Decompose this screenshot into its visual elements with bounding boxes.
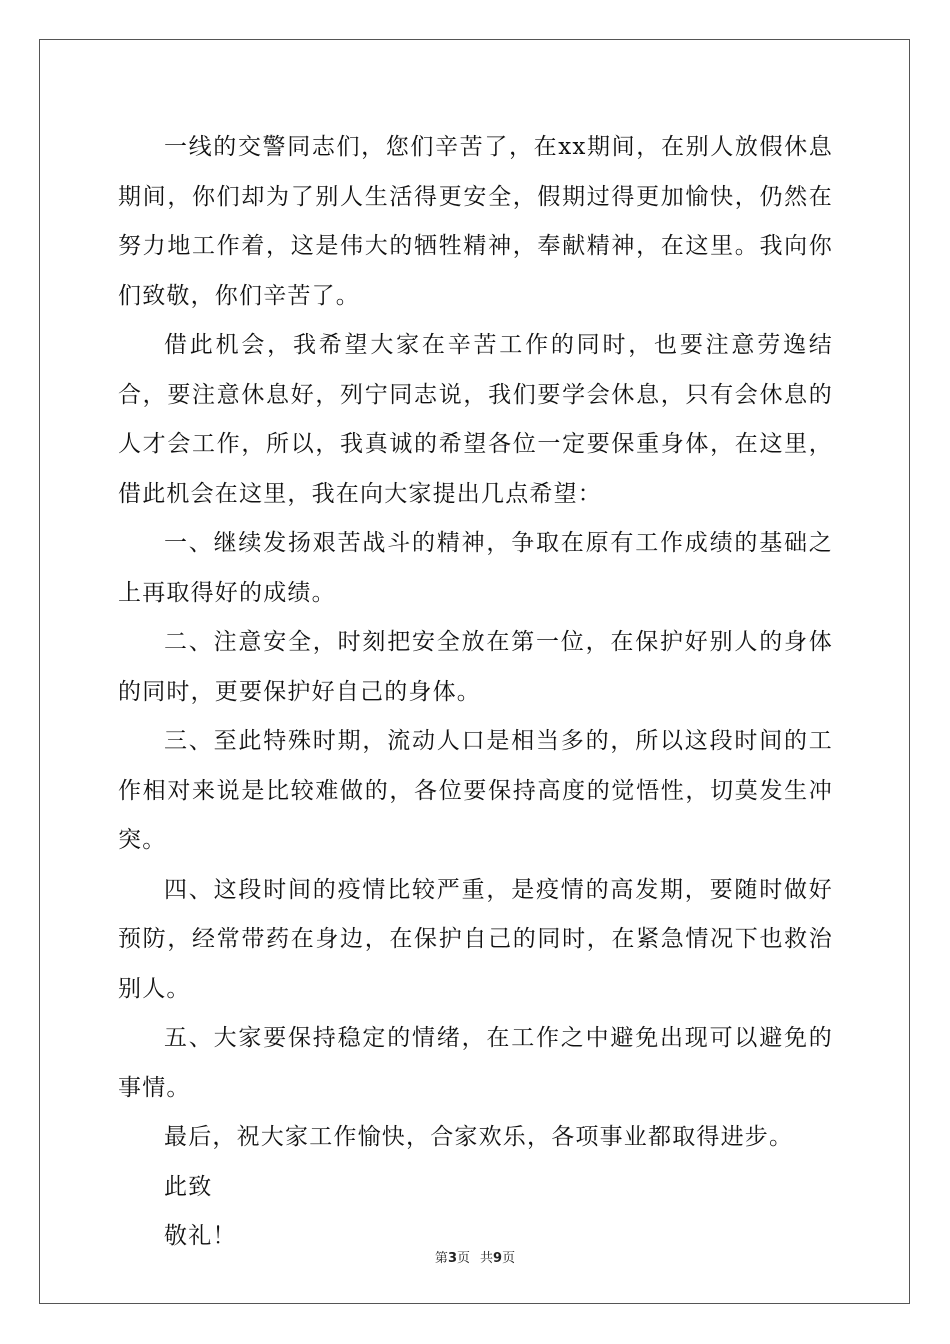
total-prefix: 共 (480, 1251, 494, 1266)
paragraph-5: 三、至此特殊时期，流动人口是相当多的，所以这段时间的工作相对来说是比较难做的，各位要保持高度的觉悟性，切莫发生冲突。 (118, 728, 833, 853)
page-number-footer (0, 1247, 950, 1266)
paragraph-2: 借此机会，我希望大家在辛苦工作的同时，也要注意劳逸结合，要注意休息好，列宁同志说，我们要学会休息，只有会休息的人才会工作，所以，我真诚的希望各位一定要保重身体，在这里，借此机会在这里，我在向大家提出几点希望： (118, 332, 833, 507)
paragraph-7: 五、大家要保持稳定的情绪，在工作之中避免出现可以避免的事情。 (118, 1025, 833, 1101)
paragraph-4: 二、注意安全，时刻把安全放在第一位，在保护好别人的身体的同时，更要保护好自己的身体。 (118, 629, 833, 705)
paragraph-8: 最后，祝大家工作愉快，合家欢乐，各项事业都取得进步。 (164, 1124, 794, 1150)
paragraph-6: 四、这段时间的疫情比较严重，是疫情的高发期，要随时做好预防，经常带药在身边，在保护自己的同时，在紧急情况下也救治别人。 (118, 876, 833, 1002)
page-suffix: 页 (456, 1251, 470, 1266)
document-body (118, 123, 833, 1262)
paragraph-1: 一线的交警同志们，您们辛苦了，在xx期间，在别人放假休息期间，你们却为了别人生活得更安全，假期过得更加愉快，仍然在努力地工作着，这是伟大的牺牲精神，奉献精神，在这里。我向你们致敬，你们辛苦了。 (118, 134, 833, 309)
paragraph-3: 一、继续发扬艰苦战斗的精神，争取在原有工作成绩的基础之上再取得好的成绩。 (118, 530, 833, 606)
page-total: 9 (493, 1251, 503, 1266)
closing-salutation: 此致 (164, 1173, 213, 1200)
page-prefix: 第 (434, 1251, 448, 1266)
closing-regards: 敬礼！ (164, 1223, 237, 1249)
page-current: 3 (447, 1251, 457, 1266)
total-suffix: 页 (502, 1251, 516, 1266)
